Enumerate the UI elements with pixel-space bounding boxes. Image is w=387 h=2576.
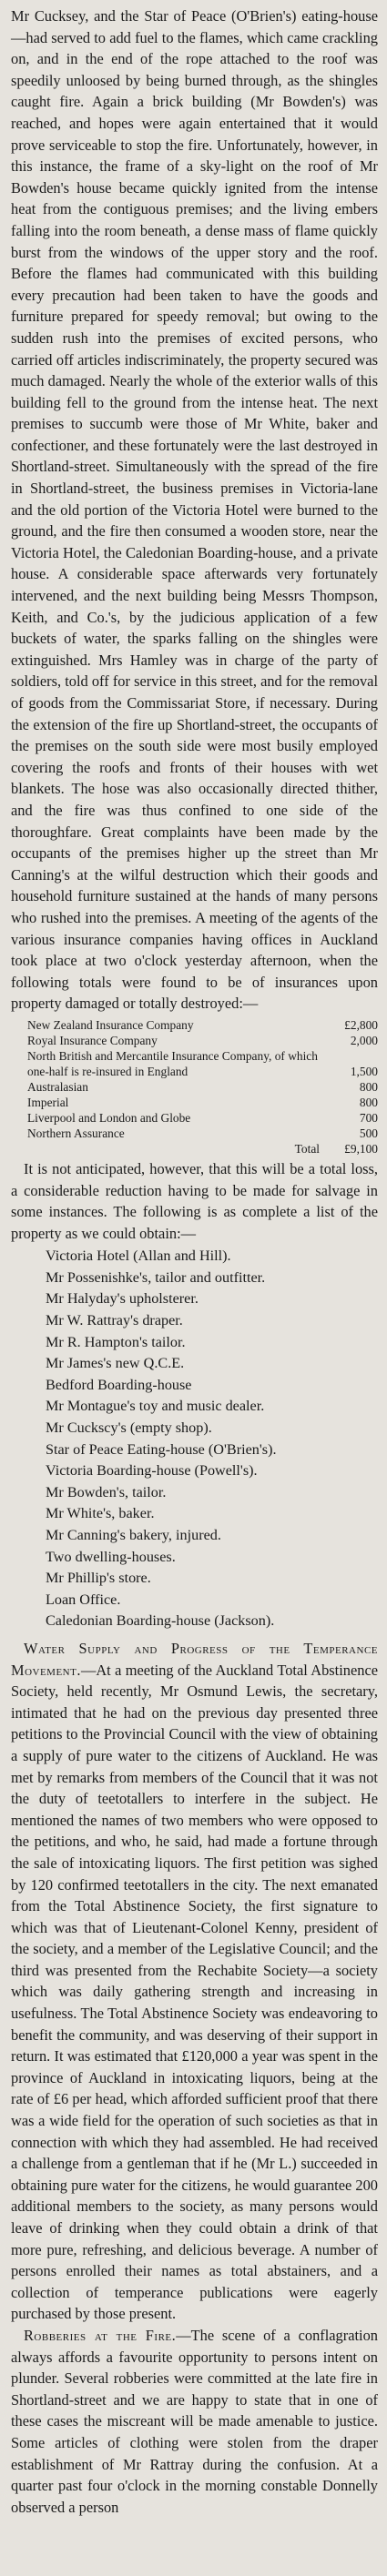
insurance-company-name: Northern Assurance — [27, 1126, 125, 1140]
insurance-row — [11, 1048, 378, 1079]
property-list-item: Mr James's new Q.C.E. — [46, 1355, 185, 1372]
property-list-item: Mr White's, baker. — [46, 1505, 155, 1522]
insurance-row — [11, 1095, 378, 1110]
insurance-amount: £2,800 — [344, 1017, 378, 1032]
property-list-item: Bedford Boarding-house — [46, 1376, 192, 1393]
property-list-item: Mr Bowden's, tailor. — [46, 1483, 167, 1500]
insurance-company-name: North British and Mercantile Insurance Company, of which one-half is re-insured in England — [27, 1048, 318, 1078]
property-list-item: Mr Canning's bakery, injured. — [46, 1527, 221, 1543]
insurance-company — [11, 1126, 323, 1141]
insurance-company — [11, 1017, 323, 1033]
property-list-item: Mr Possenishke's, tailor and outfitter. — [46, 1268, 266, 1286]
insurance-amount: 2,000 — [350, 1033, 378, 1047]
insurance-amount: 800 — [359, 1095, 378, 1109]
insurance-company — [11, 1110, 323, 1126]
property-list-item: Two dwelling-houses. — [46, 1548, 176, 1565]
section-heading: Water Supply and Progress of the Temperance Movement. — [11, 1639, 378, 1679]
property-list-item: Mr R. Hampton's tailor. — [46, 1333, 186, 1350]
property-list-item: Caledonian Boarding-house (Jackson). — [46, 1612, 275, 1630]
article-paragraph: It is not anticipated, however, that this will be a total loss, a considerable reduction having to be made for salvage in some instances. The following is as complete a list of the property as we could obtain:— — [11, 1159, 378, 1242]
insurance-table — [11, 1017, 378, 1157]
insurance-company — [11, 1079, 323, 1095]
insurance-amount: 800 — [359, 1079, 378, 1094]
insurance-total-row — [11, 1141, 378, 1157]
insurance-company-name: Liverpool and London and Globe — [27, 1110, 191, 1125]
insurance-row — [11, 1017, 378, 1033]
paragraph-body: —The scene of a conflagration always affords a favourite opportunity to persons intent on plunder. Several robberies were committed at the late fire in Shortland-street and we are happy to state that in one of these cases the miscreant will be made amenable to justice. Some articles of clothing were stolen from the draper establishment of Mr Rattray during the confusion. At a quarter past four o'clock in the morning constable Donnelly observed a person — [11, 2326, 378, 2516]
insurance-row — [11, 1110, 378, 1126]
property-list-item: Victoria Hotel (Allan and Hill). — [46, 1248, 231, 1265]
property-list-item: Victoria Boarding-house (Powell's). — [46, 1462, 258, 1480]
property-list-item: Loan Office. — [46, 1591, 121, 1608]
property-list-item: Star of Peace Eating-house (O'Brien's). — [46, 1440, 277, 1458]
insurance-company-name: Imperial — [27, 1095, 69, 1109]
property-list-item: Mr Phillip's store. — [46, 1570, 151, 1587]
insurance-company-name: Royal Insurance Company — [27, 1033, 158, 1047]
insurance-company — [11, 1033, 323, 1048]
insurance-company — [11, 1095, 323, 1110]
insurance-company-name: New Zealand Insurance Company — [27, 1017, 194, 1032]
property-list-item: Mr Halyday's upholsterer. — [46, 1290, 199, 1308]
insurance-table-body — [11, 1017, 378, 1157]
article-paragraph: Mr Cucksey, and the Star of Peace (O'Brien's) eating-house—had served to add fuel to the flames, which came crackling on, and in the end of the rope attached to the roof was speedily unloosed by being burned through, as the shingles caught fire. Again a brick building (Mr Bowden's) was reached, and hopes were again entertained that it would prove serviceable to stop the fire. Unfortunately, however, in this instance, the frame of a sky-light on the roof of Mr Bowden's house became quickly ignited from the intense heat from the contiguous premises; and the living embers falling into the room beneath, a dense mass of flame quickly burst from the windows of the upper story and the roof. Before the flames had communicated with this building every precaution had been taken to have the goods and furniture prepared for speedy removal; but owing to the sudden rush into the premises of excited persons, who carried off articles indiscriminately, the property secured was much damaged. Nearly the whole of the exterior walls of this building fell to the ground from the intense heat. The next premises to succumb were those of Mr White, baker and confectioner, and these fortunately were the last destroyed in Shortland-street. Simultaneously with the spread of the fire in Shortland-street, the business premises in Victoria-lane and the old portion of the Victoria Hotel were burned to the ground, and the fire then consumed a wooden store, near the Victoria Hotel, the Caledonian Boarding-house, and a private house. A considerable space afterwards very fortunately intervened, and the next building being Messrs Thompson, Keith, and Co.'s, by the judicious application of a few buckets of water, the sparks falling on the shingles were extinguished. Mrs Hamley was in charge of the party of soldiers, told off for service in this street, and for the removal of goods from the Commissariat Store, if necessary. During the extension of the fire up Shortland-street, the occupants of the premises on the south side were most busily employed covering the roofs and fronts of their houses with wet blankets. The hose was also occasionally directed thither, and the fire was thus confined to one side of the thoroughfare. Great complaints have been made by the occupants of the premises higher up the street than Mr Canning's at the wilful destruction which their goods and household furniture sustained at the hands of many persons who rushed into the premises. A meeting of the agents of the various insurance companies having offices in Auckland took place at two o'clock yesterday afternoon, when the following totals were found to be of insurances upon property damaged or totally destroyed:— — [11, 7, 378, 1013]
insurance-total-label: Total — [294, 1141, 320, 1156]
insurance-total-amount: £9,100 — [344, 1141, 378, 1156]
article-paragraph — [11, 1638, 378, 2325]
insurance-row — [11, 1126, 378, 1141]
insurance-row — [11, 1033, 378, 1048]
property-list — [11, 1246, 378, 1632]
insurance-amount: 700 — [359, 1110, 378, 1125]
property-list-item: Mr Cuckscy's (empty shop). — [46, 1419, 212, 1437]
property-list-item: Mr W. Rattray's draper. — [46, 1312, 183, 1329]
paragraph-body: —At a meeting of the Auckland Total Abstinence Society, held recently, Mr Osmund Lewis, the secretary, intimated that he had on the previous day presented three petitions to the Provincial Council with the view of obtaining a supply of pure water to the citizens of Auckland. He was met by remarks from members of the Council that it was not the duty of teetotallers to interfere in the subject. He mentioned the names of two members who were opposed to the petitions, and who, he said, had made a fortune through the sale of intoxicating liquors. The first petition was sighed by 120 confirmed teetotallers in the city. The next emanated from the Total Abstinence Society, the first signature to which was that of Lieutenant-Colonel Kenny, president of the society, and a member of the Legislative Council; and the third was presented from the Rechabite Society—a society which was daily gathering strength and increasing in usefulness. The Total Abstinence Society was endeavoring to benefit the community, and was deserving of their support in return. It was estimated that £120,000 a year was spent in the province of Auckland in intoxicating liquors, being at the rate of £6 per head, which afforded sufficient proof that there was a wide field for the operation of such societies as that in connection with which they had assembled. He had received a challenge from a gentleman that if he (Mr L.) succeeded in obtaining pure water for the citizens, he would guarantee 200 additional members to the society, as many persons would leave of drinking when they could obtain a drink of that more pure, refreshing, and delicious beverage. A number of persons enrolled their names as total abstainers, and a collection of temperance publications were eagerly purchased by those present. — [11, 1661, 378, 2323]
insurance-amount: 500 — [359, 1126, 378, 1140]
insurance-company — [11, 1048, 323, 1079]
property-list-item: Mr Montague's toy and music dealer. — [46, 1398, 265, 1415]
insurance-row — [11, 1079, 378, 1095]
article-paragraph — [11, 2325, 378, 2518]
section-heading: Robberies at the Fire. — [24, 2326, 177, 2344]
insurance-company-name: Australasian — [27, 1079, 88, 1094]
insurance-amount: 1,500 — [350, 1064, 378, 1078]
